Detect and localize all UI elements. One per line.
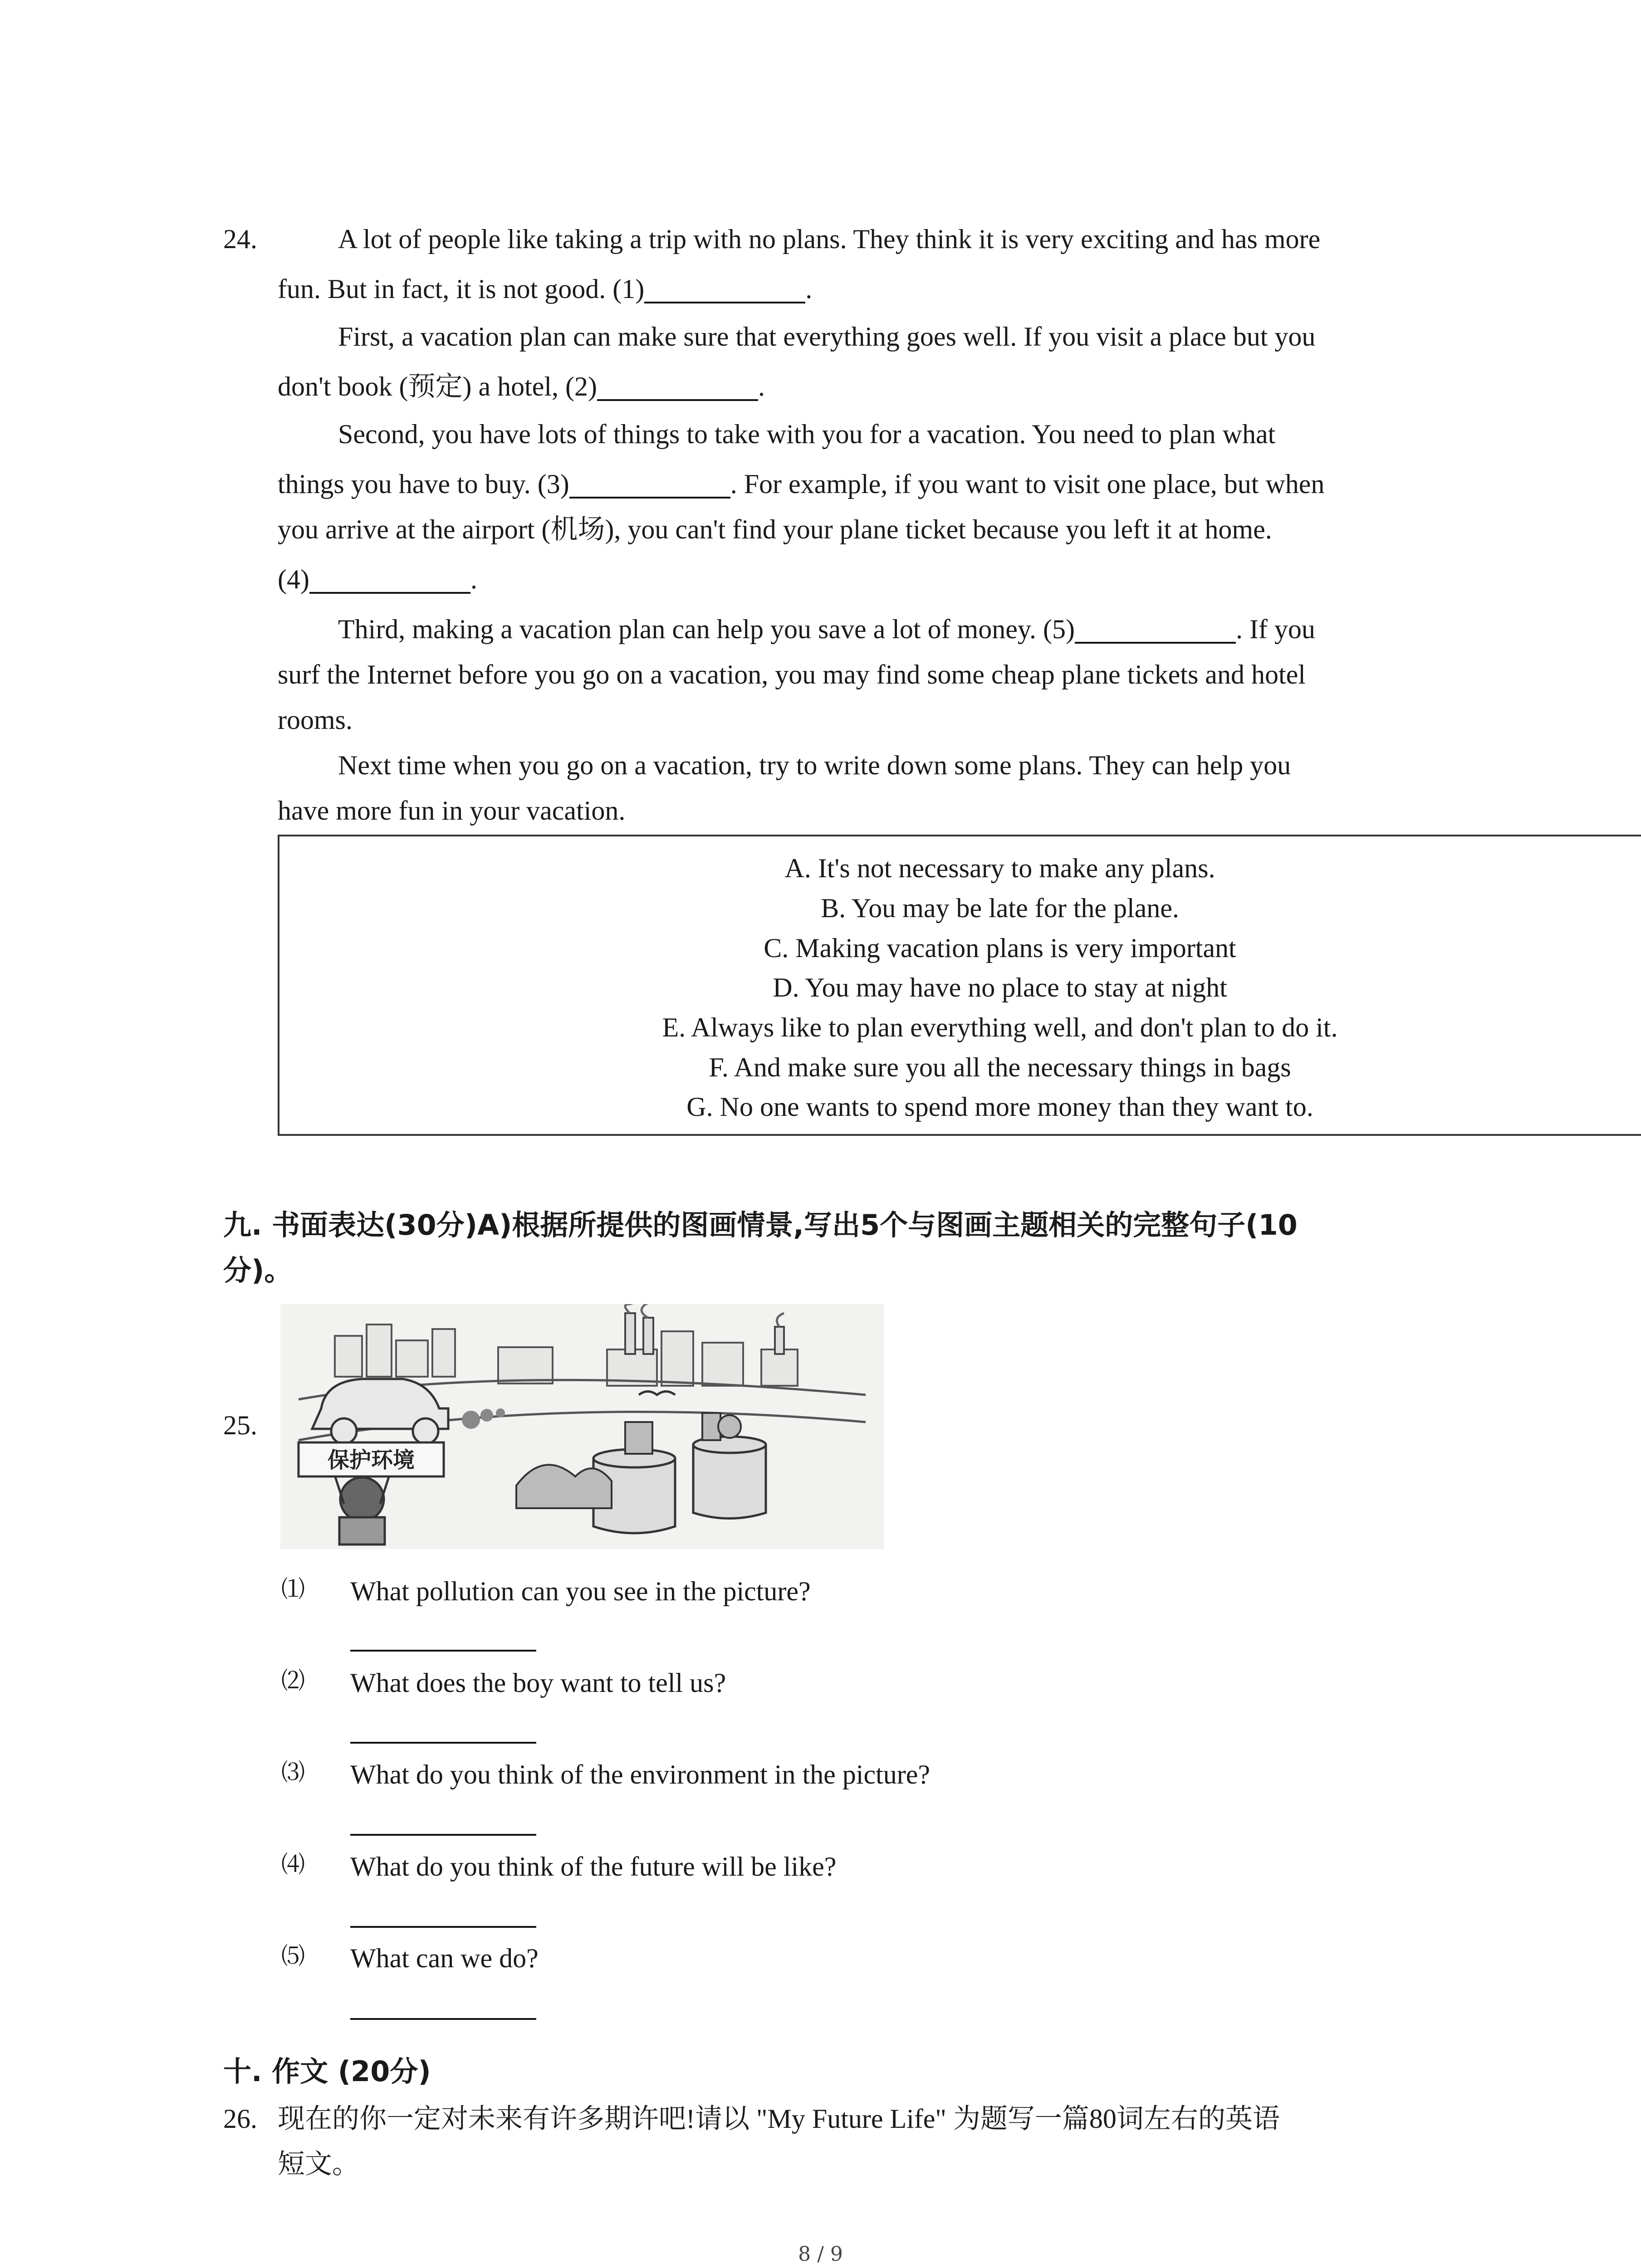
blank-3[interactable]	[569, 474, 730, 499]
answer-line-5[interactable]	[350, 2018, 536, 2020]
q24-p5-line1: Next time when you go on a vacation, try to write down some plans. They can help you	[338, 750, 1291, 780]
subq3-number: ⑶	[281, 1759, 305, 1786]
subq1-number: ⑴	[281, 1576, 305, 1603]
q24-p3-line2-end: . For example, if you want to visit one place, but when	[730, 469, 1325, 499]
q24-p1-line1: A lot of people like taking a trip with no plans. They think it is very exciting and has more	[338, 224, 1321, 254]
q24-p4-line2: surf the Internet before you go on a vacation, you may find some cheap plane tickets and hotel	[278, 660, 1306, 689]
q24-p2-line2-end: .	[758, 371, 765, 401]
q24-p1-line2-end: .	[805, 274, 813, 304]
blank-1[interactable]	[644, 279, 805, 303]
answer-line-1[interactable]	[350, 1650, 536, 1652]
subq2-text: What does the boy want to tell us?	[350, 1668, 726, 1698]
q25-number: 25.	[223, 1410, 257, 1440]
subq2-number: ⑵	[281, 1667, 305, 1695]
subq4-number: ⑷	[281, 1851, 305, 1878]
subq3-text: What do you think of the environment in the picture?	[350, 1760, 930, 1789]
q24-p3-line2	[278, 470, 1324, 499]
page-number: 8 / 9	[798, 2243, 843, 2266]
section10-heading: 十. 作文 (20分)	[223, 2055, 431, 2088]
answer-line-2[interactable]	[350, 1742, 536, 1744]
section9-heading-line1: 九. 书面表达(30分)A)根据所提供的图画情景,写出5个与图画主题相关的完整句子(10	[223, 1208, 1298, 1242]
q24-p3-line4-end: .	[470, 564, 477, 594]
q24-p3-line2-text: things you have to buy. (3)	[278, 469, 569, 499]
q24-p3-line3: you arrive at the airport (机场), you can't find your plane ticket because you left it at home.	[278, 514, 1272, 544]
q24-p4-line1-text: Third, making a vacation plan can help you save a lot of money. (5)	[338, 614, 1075, 644]
option-g: G. No one wants to spend more money than they want to.	[686, 1092, 1313, 1122]
q24-p1-line2	[278, 275, 812, 303]
option-f: F. And make sure you all the necessary things in bags	[709, 1052, 1291, 1082]
options-box	[278, 835, 1641, 1136]
blank-5[interactable]	[1075, 619, 1236, 644]
blank-4[interactable]	[309, 569, 470, 594]
sign-text: 保护环境	[327, 1447, 415, 1473]
subq4-text: What do you think of the future will be like?	[350, 1852, 837, 1882]
q26-line2: 短文。	[278, 2149, 359, 2179]
subq5-number: ⑸	[281, 1943, 305, 1970]
q24-p3-line1: Second, you have lots of things to take with you for a vacation. You need to plan what	[338, 419, 1276, 449]
option-b: B. You may be late for the plane.	[821, 893, 1179, 923]
option-c: C. Making vacation plans is very important	[764, 933, 1236, 963]
q24-number: 24.	[223, 224, 257, 254]
q24-p2-line2	[278, 373, 765, 401]
subq5-text: What can we do?	[350, 1943, 539, 1973]
q24-p4-line1	[338, 616, 1315, 644]
answer-line-3[interactable]	[350, 1834, 536, 1836]
answer-line-4[interactable]	[350, 1926, 536, 1928]
q24-p3-line4	[278, 566, 477, 594]
q26-number: 26.	[223, 2104, 257, 2134]
option-e: E. Always like to plan everything well, and don't plan to do it.	[662, 1012, 1338, 1042]
option-a: A. It's not necessary to make any plans.	[784, 853, 1215, 883]
q24-p4-line1-end: . If you	[1235, 614, 1315, 644]
q24-p3-line4-text: (4)	[278, 564, 309, 594]
blank-2[interactable]	[597, 376, 758, 401]
q24-p2-line1: First, a vacation plan can make sure that everything goes well. If you visit a place but you	[338, 322, 1316, 352]
q26-line1: 现在的你一定对未来有许多期许吧!请以 "My Future Life" 为题写一篇80词左右的英语	[278, 2104, 1280, 2134]
q24-p2-line2-text: don't book (预定) a hotel, (2)	[278, 371, 598, 401]
option-d: D. You may have no place to stay at night	[773, 973, 1227, 1002]
section9-heading-line2: 分)。	[223, 1254, 293, 1287]
q24-p4-line3: rooms.	[278, 705, 353, 735]
environment-picture	[280, 1304, 884, 1549]
q24-p1-line2-text: fun. But in fact, it is not good. (1)	[278, 274, 645, 304]
q24-p5-line2: have more fun in your vacation.	[278, 796, 626, 826]
subq1-text: What pollution can you see in the picture?	[350, 1576, 811, 1606]
